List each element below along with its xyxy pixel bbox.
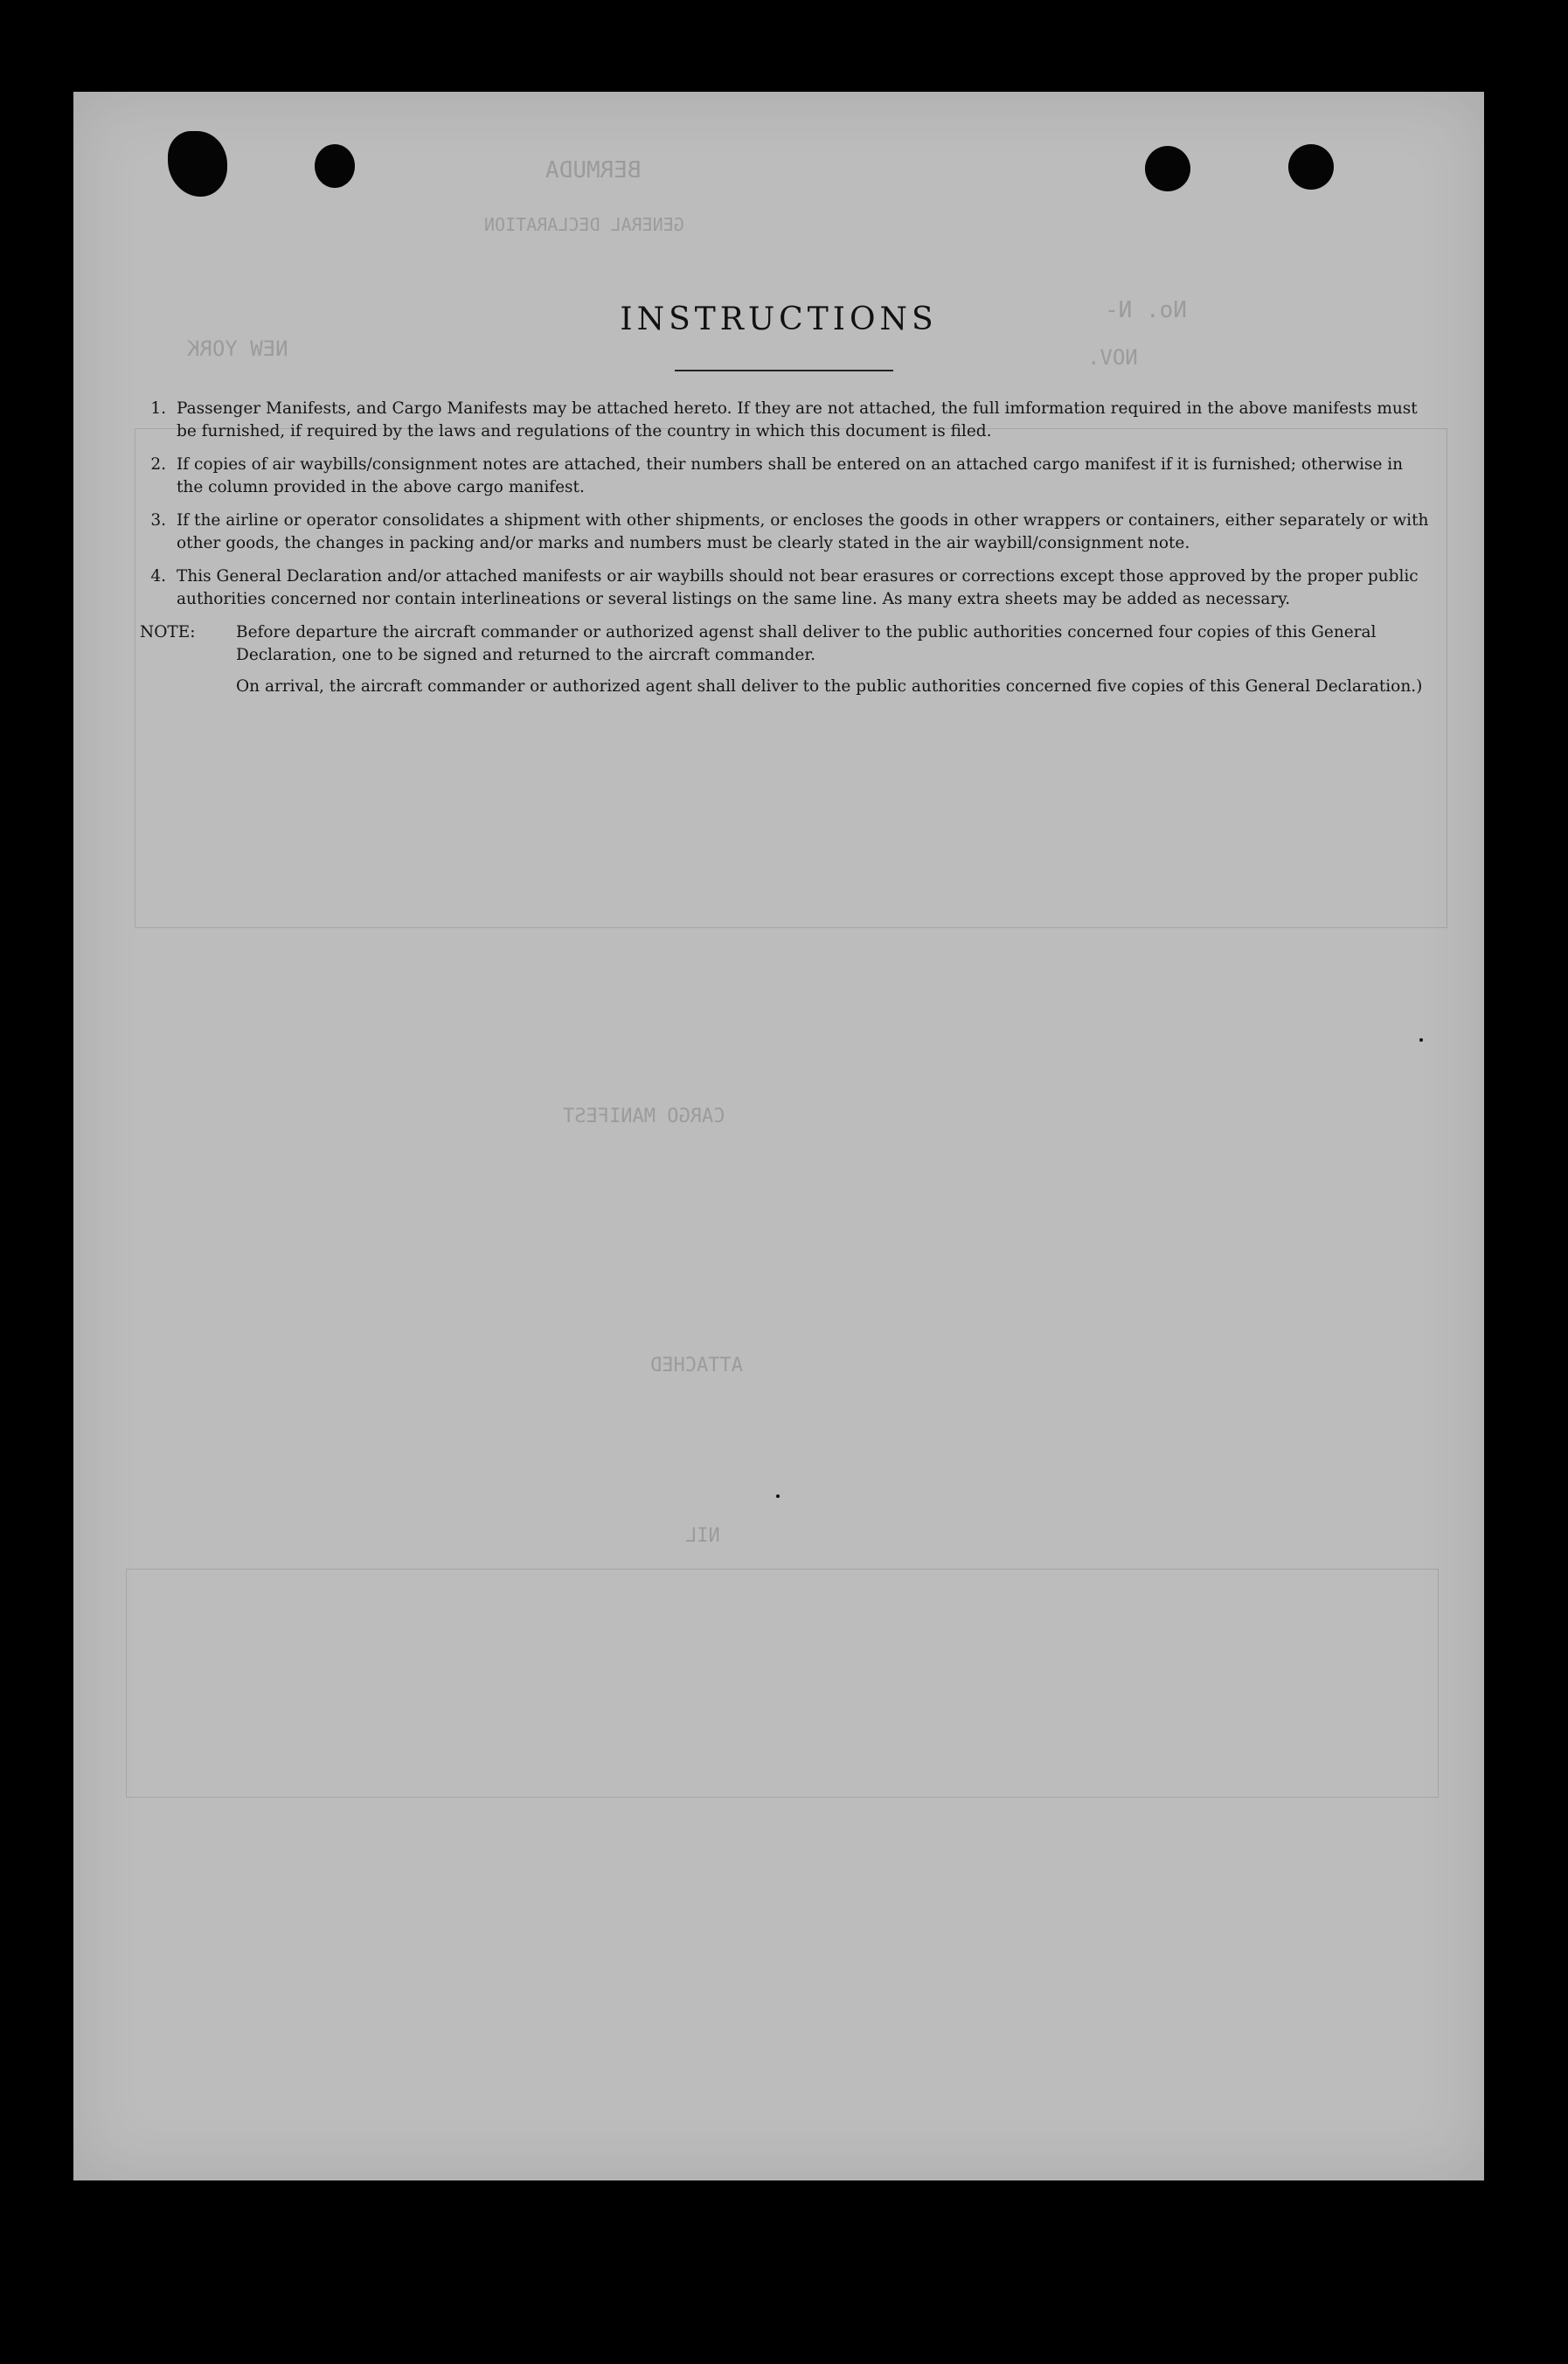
bleed-through-text: NEW YORK	[187, 336, 288, 361]
note-text: Before departure the aircraft commander or authorized agenst shall deliver to the public authorities concerned four copies of this General Declaration, one to be signed and returned to the aircraft commander.	[236, 623, 1377, 664]
instruction-item	[140, 510, 1429, 555]
bleed-through-text: BERMUDA	[545, 157, 642, 184]
instruction-item	[140, 398, 1429, 443]
instruction-item	[140, 454, 1429, 499]
punch-hole-left	[315, 144, 355, 188]
instruction-text: If the airline or operator consolidates a shipment with other shipments, or encloses the goods in other wrappers or containers, either separately or with other goods, the changes in packing and/or marks and numbers must be clearly stated in the air waybill/consignment note.	[177, 511, 1429, 552]
ink-speck	[1419, 1038, 1423, 1042]
punch-hole-left-blot	[168, 131, 227, 197]
bleed-through-frame	[126, 1569, 1439, 1798]
punch-hole-far-right	[1288, 144, 1334, 190]
bleed-through-text: CARGO MANIFEST	[563, 1106, 725, 1127]
note-label: NOTE:	[140, 623, 196, 641]
instruction-text: If copies of air waybills/consignment notes are attached, their numbers shall be entered on an attached cargo manifest if it is furnished; otherwise in the column provided in the above cargo manifest.	[177, 455, 1404, 496]
punch-hole-right	[1145, 146, 1190, 191]
note-block	[140, 621, 1429, 698]
page-title: INSTRUCTIONS	[620, 302, 938, 337]
instruction-text: This General Declaration and/or attached manifests or air waybills should not bear erasures or corrections except those approved by the proper public authorities concerned nor contain interlineations or several listings on the same line. As many extra sheets may be added as necessary.	[177, 567, 1419, 608]
instruction-number: 2.	[150, 455, 166, 474]
instruction-number: 1.	[150, 399, 166, 418]
instruction-text: Passenger Manifests, and Cargo Manifests may be attached hereto. If they are not attached, the full imformation required in the above manifests must be furnished, if required by the laws and regulations of the country in which this document is filed.	[177, 399, 1418, 440]
note-text-arrival: On arrival, the aircraft commander or authorized agent shall deliver to the public authorities concerned five copies of this General Declaration.)	[236, 677, 1423, 696]
ink-speck	[776, 1494, 780, 1498]
instruction-item	[140, 565, 1429, 611]
bleed-through-text: GENERAL DECLARATION	[484, 214, 684, 235]
bleed-through-text: ATTACHED	[650, 1355, 743, 1376]
document-page	[73, 92, 1484, 2180]
bleed-through-text: NOV.	[1087, 345, 1138, 370]
instruction-number: 4.	[150, 567, 166, 586]
instruction-number: 3.	[150, 511, 166, 530]
title-underline	[675, 370, 893, 371]
bleed-through-text: No. N-	[1105, 297, 1187, 323]
bleed-through-text: NIL	[685, 1525, 720, 1547]
instructions-list	[140, 398, 1429, 698]
